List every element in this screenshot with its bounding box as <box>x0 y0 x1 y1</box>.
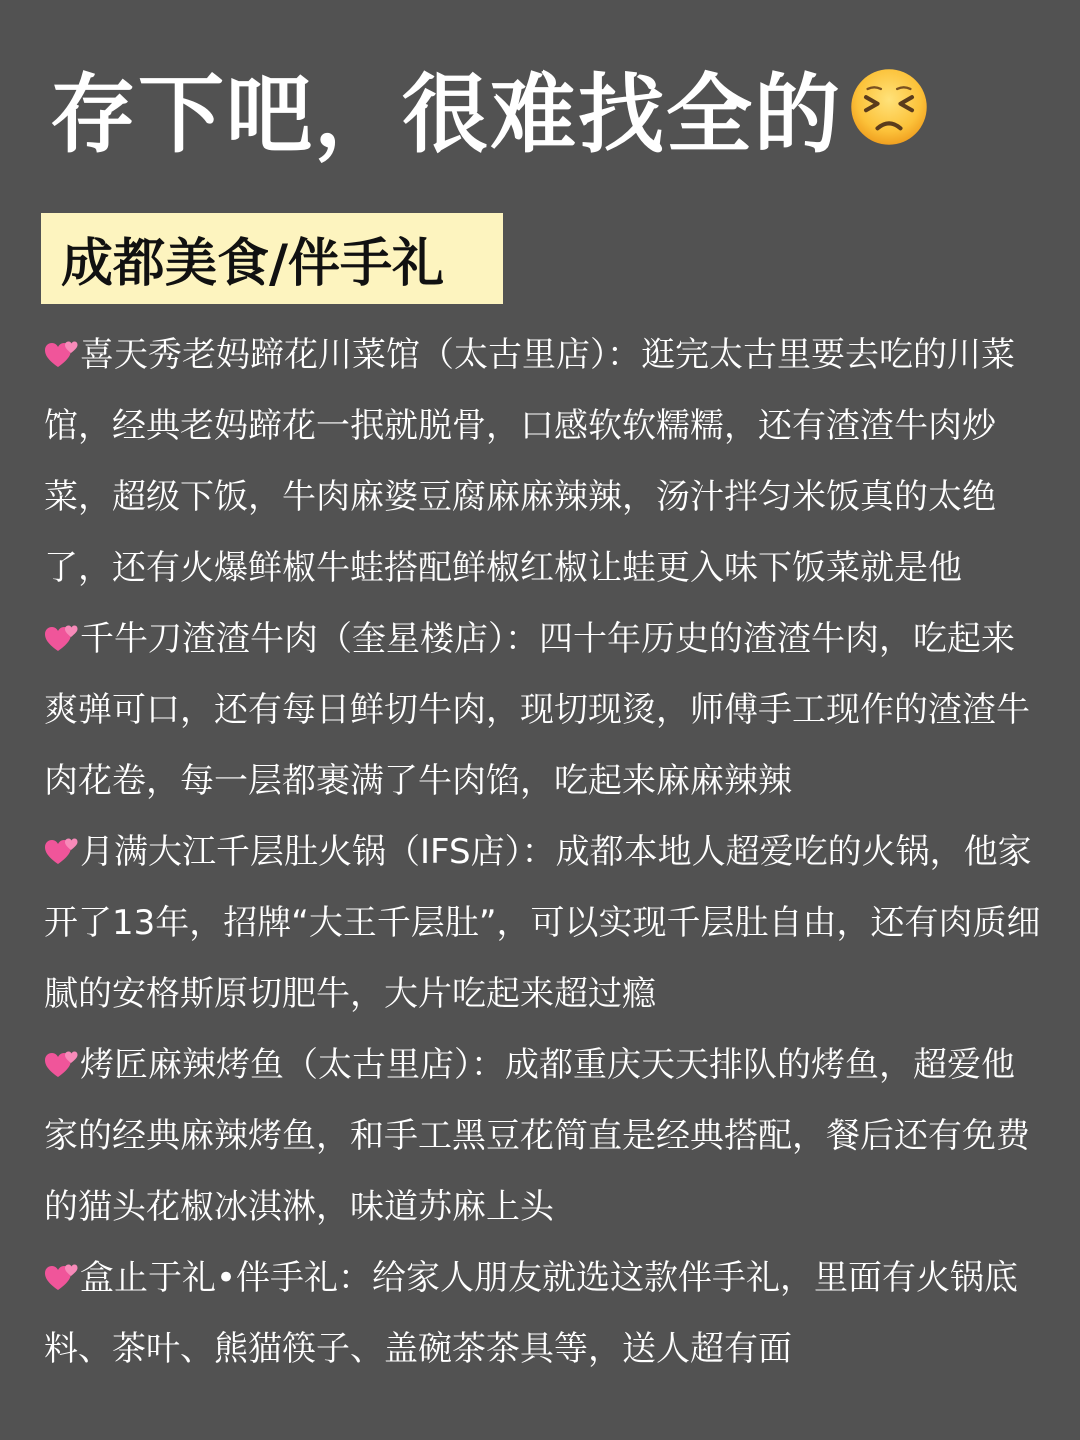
two-hearts-icon <box>44 1263 78 1293</box>
list-item <box>44 1243 1044 1385</box>
entry-text: 盒止于礼•伴手礼：给家人朋友就选这款伴手礼，里面有火锅底料、茶叶、熊猫筷子、盖碗茶茶具等，送人超有面 <box>44 1258 1019 1369</box>
persevering-face-emoji-icon <box>848 66 930 148</box>
entry-text: 烤匠麻辣烤鱼（太古里店）：成都重庆天天排队的烤鱼，超爱他家的经典麻辣烤鱼，和手工黑豆花简直是经典搭配，餐后还有免费的猫头花椒冰淇淋，味道苏麻上头 <box>44 1045 1030 1227</box>
two-hearts-icon <box>44 1050 78 1080</box>
list-item <box>44 1030 1044 1243</box>
list-item <box>44 604 1044 817</box>
page-title <box>50 52 930 165</box>
category-label-box <box>41 213 503 304</box>
two-hearts-icon <box>44 624 78 654</box>
category-label: 成都美食/伴手礼 <box>61 234 444 294</box>
entry-text: 月满大江千层肚火锅（IFS店）：成都本地人超爱吃的火锅，他家开了13年，招牌“大王千层肚”，可以实现千层肚自由，还有肉质细腻的安格斯原切肥牛，大片吃起来超过瘾 <box>44 832 1041 1014</box>
list-item <box>44 320 1044 604</box>
entry-text: 喜天秀老妈蹄花川菜馆（太古里店）：逛完太古里要去吃的川菜馆，经典老妈蹄花一抿就脱骨，口感软软糯糯，还有渣渣牛肉炒菜，超级下饭，牛肉麻婆豆腐麻麻辣辣，汤汁拌匀米饭真的太绝了，还有火爆鲜椒牛蛙搭配鲜椒红椒让蛙更入味下饭菜就是他 <box>44 335 1015 588</box>
entry-text: 千牛刀渣渣牛肉（奎星楼店）：四十年历史的渣渣牛肉，吃起来爽弹可口，还有每日鲜切牛肉，现切现烫，师傅手工现作的渣渣牛肉花卷，每一层都裹满了牛肉馅，吃起来麻麻辣辣 <box>44 619 1030 801</box>
title-text: 存下吧，很难找全的 <box>50 65 842 165</box>
two-hearts-icon <box>44 837 78 867</box>
entry-list <box>44 320 1044 1385</box>
two-hearts-icon <box>44 340 78 370</box>
list-item <box>44 817 1044 1030</box>
